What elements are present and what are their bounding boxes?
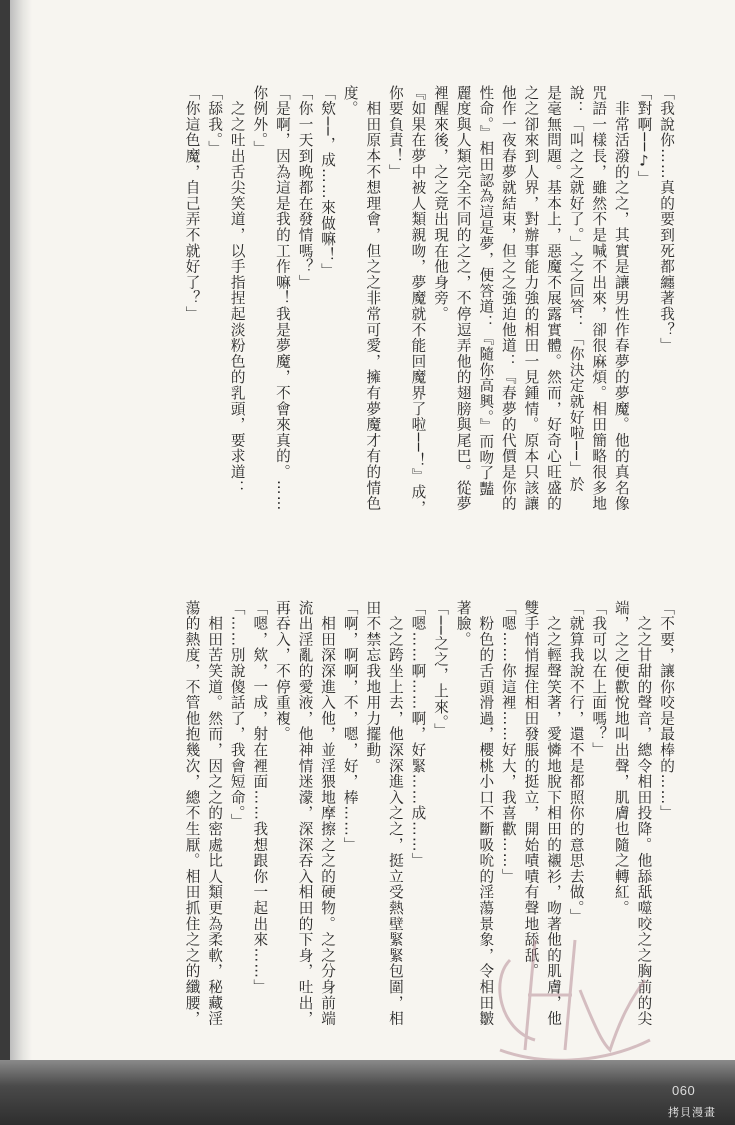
text-column: 相田深深進入他，並淫猥地摩擦之之的硬物。之之分身前端 <box>319 600 337 1027</box>
text-column: 相田苦笑道。然而，因之之的密處比人類更為柔軟，秘藏淫 <box>206 600 224 1027</box>
text-column: 「欸──，成……來做嘛！」 <box>319 85 337 279</box>
text-column: 「就算我說不行，還不是都照你的意思去做。」 <box>567 600 585 925</box>
text-column: 相田原本不想理會，但之之非常可愛，擁有夢魔才有的情色 <box>364 85 382 512</box>
page-spine-shadow <box>10 0 32 1080</box>
text-column: 雙手悄悄握住相田發脹的挺立，開始嘖嘖有聲地舔舐。 <box>522 600 540 980</box>
text-column: 「不要，讓你咬是最棒的……」 <box>658 600 675 822</box>
text-column: 之之跨坐上去，他深深進入之之，挺立受熱壁緊緊包圍，相 <box>386 600 404 1027</box>
text-column: 「嗯，欸，一成，射在裡面……我想跟你一起出來……」 <box>251 600 269 995</box>
text-column: 之之卻來到人界，對辦事能力強的相田一見鍾情。原本只該讓 <box>522 85 540 512</box>
book-page <box>10 0 735 1080</box>
text-column: 之之輕聲笑著，愛憐地脫下相田的襯衫，吻著他的肌膚，他 <box>545 600 563 1027</box>
text-column: 他作一夜春夢就結束，但之之強迫他道：『春夢的代價是你的 <box>499 85 517 512</box>
text-column: 「你這色魔，自己弄不就好了？」 <box>183 85 201 322</box>
scan-bottom-border <box>0 1060 735 1125</box>
publisher-logo <box>480 920 660 1070</box>
text-column: 性命。』相田認為這是夢，便答道：『隨你高興。』而吻了豔 <box>477 85 495 497</box>
text-column: 「嗯……啊……啊，好緊……成……」 <box>409 600 427 869</box>
text-column: 『如果在夢中被人類親吻，夢魔就不能回魔界了啦──！』成， <box>409 85 427 516</box>
text-column: 你例外。」 <box>251 85 269 157</box>
text-column: 說：「叫之之就好了。」之之回答：「你決定就好啦──」於 <box>567 85 585 493</box>
text-column: 是毫無問題。基本上，惡魔不展露實體。然而，好奇心旺盛的 <box>545 85 563 512</box>
text-column: 之之甘甜的聲音，總令相田投降。他舔舐噬咬之之胸前的尖 <box>635 600 653 1027</box>
text-column: 度。 <box>341 85 359 117</box>
text-column: 「我可以在上面嗎？」 <box>590 600 608 758</box>
text-column: 再吞入，不停重複。 <box>273 600 291 743</box>
text-column: 「……別說傻話了，我會短命。」 <box>228 600 246 830</box>
text-column: 「你一天到晚都在發情嗎？」 <box>296 85 314 291</box>
text-column: 田不禁忘我地用力擺動。 <box>364 600 382 774</box>
text-column: 「嗯……你這裡……好大，我喜歡……」 <box>499 600 517 885</box>
text-column: 端，之之便歡悅地叫出聲，肌膚也隨之轉紅。 <box>612 600 630 916</box>
text-column: 咒語一樣長，雖然不是喊不出來，卻很麻煩。相田簡略很多地 <box>590 85 608 512</box>
upper-text-block <box>67 85 677 565</box>
text-column: 「啊，啊啊，不，嗯，好，棒……」 <box>341 600 359 853</box>
text-column: 麗度與人類完全不同的之之，不停逗弄他的翅膀與尾巴。從夢 <box>454 85 472 512</box>
text-column: 粉色的舌頭滑過，櫻桃小口不斷吸吮的淫蕩景象，令相田皺 <box>477 600 495 1027</box>
text-column: 你要負責！」 <box>386 85 404 180</box>
text-column: 之之吐出舌尖笑道，以手指捏起淡粉色的乳頭，要求道： <box>228 85 246 496</box>
text-column: 「對啊──♪」 <box>635 85 653 187</box>
page-number: 060 <box>672 1083 696 1098</box>
text-column: 「是啊，因為這是我的工作嘛！我是夢魔，不會來真的。…… <box>273 85 291 512</box>
text-column: 蕩的熱度，不管他抱幾次，總不生厭。相田抓住之之的纖腰， <box>183 600 201 1027</box>
text-column: 「我說你……真的要到死都纏著我？」 <box>658 85 675 354</box>
text-column: 流出淫亂的愛液，他神情迷濛，深深吞入相田的下身，吐出， <box>296 600 314 1027</box>
text-column: 裡醒來後，之之竟出現在他身旁。 <box>432 85 450 322</box>
text-column: 著臉。 <box>454 600 472 648</box>
text-column: 「舔我。」 <box>206 85 224 157</box>
watermark: 拷貝漫畫 <box>668 1106 716 1119</box>
text-column: 非常活潑的之之，其實是讓男性作春夢的夢魔。他的真名像 <box>612 85 630 512</box>
text-column: 「──之之，上來。」 <box>432 600 450 740</box>
